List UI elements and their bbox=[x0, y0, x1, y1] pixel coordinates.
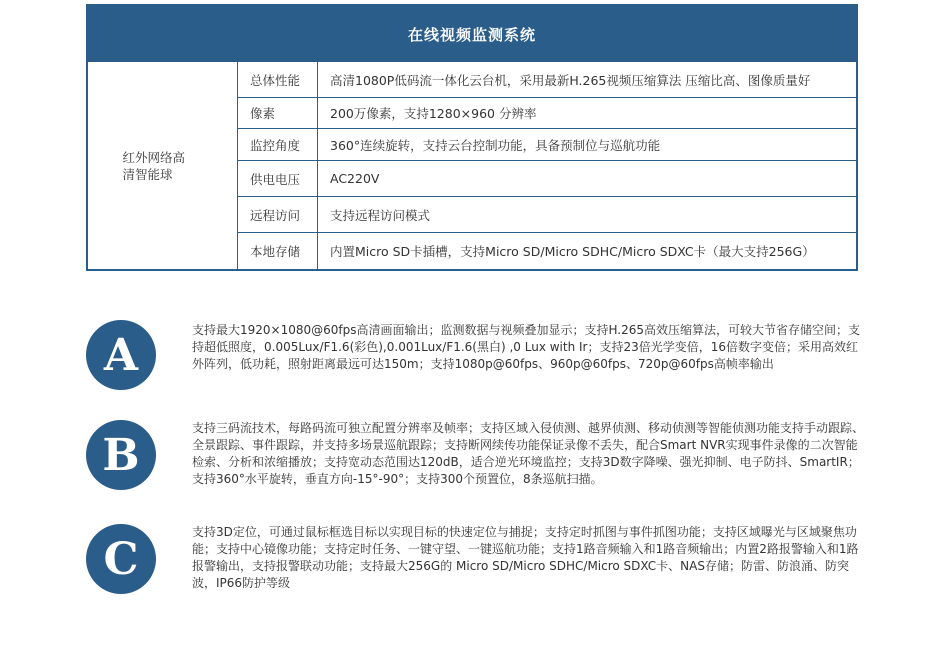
row-value: 高清1080P低码流一体化云台机，采用最新H.265视频压缩算法 压缩比高、图像质量好 bbox=[330, 72, 811, 88]
category-label: 红外网络高 清智能球 bbox=[122, 149, 186, 182]
table-row bbox=[238, 62, 856, 98]
feature-b-badge: B bbox=[86, 420, 156, 490]
feature-c bbox=[86, 524, 876, 594]
spec-table bbox=[86, 4, 858, 271]
feature-c-text: 支持3D定位，可通过鼠标框选目标以实现目标的快速定位与捕捉；支持定时抓图与事件抓图功能；支持区域曝光与区域聚焦功能；支持中心镜像功能；支持定时任务、一键守望、一键巡航功能；支持1路音频输入和1路音频输出；内置2路报警输入和1路报警输出，支持报警联动功能；支持最大256G的 Micro SD/Micro SDHC/Micro SDXC卡、NAS存储；防雷、防浪涌、防突波，IP66防护等级 bbox=[192, 525, 859, 590]
feature-c-badge: C bbox=[86, 524, 156, 594]
row-label: 监控角度 bbox=[238, 129, 318, 160]
row-value: 200万像素，支持1280×960 分辨率 bbox=[330, 106, 537, 121]
feature-b bbox=[86, 420, 876, 490]
table-row bbox=[238, 129, 856, 161]
table-row bbox=[238, 161, 856, 197]
feature-a-text: 支持最大1920×1080@60fps高清画面输出；监测数据与视频叠加显示；支持H.265高效压缩算法，可较大节省存储空间；支持超低照度，0.005Lux/F1.6(彩色),0.001Lux/F1.6(黑白) ,0 Lux with Ir；支持23倍光学变倍，16倍数字变倍；采用高效红外阵列，低功耗，照射距离最远可达150m；支持1080p@60fps、960p@60fps、720p@60fps高帧率输出 bbox=[192, 323, 861, 371]
feature-a-badge: A bbox=[86, 320, 156, 390]
row-value: 内置Micro SD卡插槽，支持Micro SD/Micro SDHC/Micro SDXC卡（最大支持256G） bbox=[330, 244, 815, 259]
table-row bbox=[238, 98, 856, 129]
table-title: 在线视频监测系统 bbox=[88, 6, 856, 62]
row-value: 360°连续旋转，支持云台控制功能，具备预制位与巡航功能 bbox=[330, 137, 661, 153]
row-label: 本地存储 bbox=[238, 233, 318, 269]
row-label: 像素 bbox=[238, 98, 318, 128]
spec-rows bbox=[238, 62, 856, 269]
row-value: AC220V bbox=[330, 171, 380, 186]
row-label: 远程访问 bbox=[238, 197, 318, 232]
row-label: 供电电压 bbox=[238, 161, 318, 196]
row-label: 总体性能 bbox=[238, 62, 318, 97]
table-row bbox=[238, 233, 856, 269]
category-cell bbox=[88, 62, 238, 269]
row-value: 支持远程访问模式 bbox=[330, 207, 431, 223]
feature-b-text: 支持三码流技术，每路码流可独立配置分辨率及帧率；支持区域入侵侦测、越界侦测、移动侦测等智能侦测功能支持手动跟踪、全景跟踪、事件跟踪，并支持多场景巡航跟踪；支持断网续传功能保证录像不丢失，配合Smart NVR实现事件录像的二次智能检索、分析和浓缩播放；支持宽动态范围达120dB，适合逆光环境监控；支持3D数字降噪、强光抑制、电子防抖、SmartIR；支持360°水平旋转，垂直方向-15°-90°；支持300个预置位，8条巡航扫描。 bbox=[192, 421, 865, 486]
spec-body bbox=[88, 62, 856, 269]
feature-a bbox=[86, 320, 876, 390]
table-row bbox=[238, 197, 856, 233]
